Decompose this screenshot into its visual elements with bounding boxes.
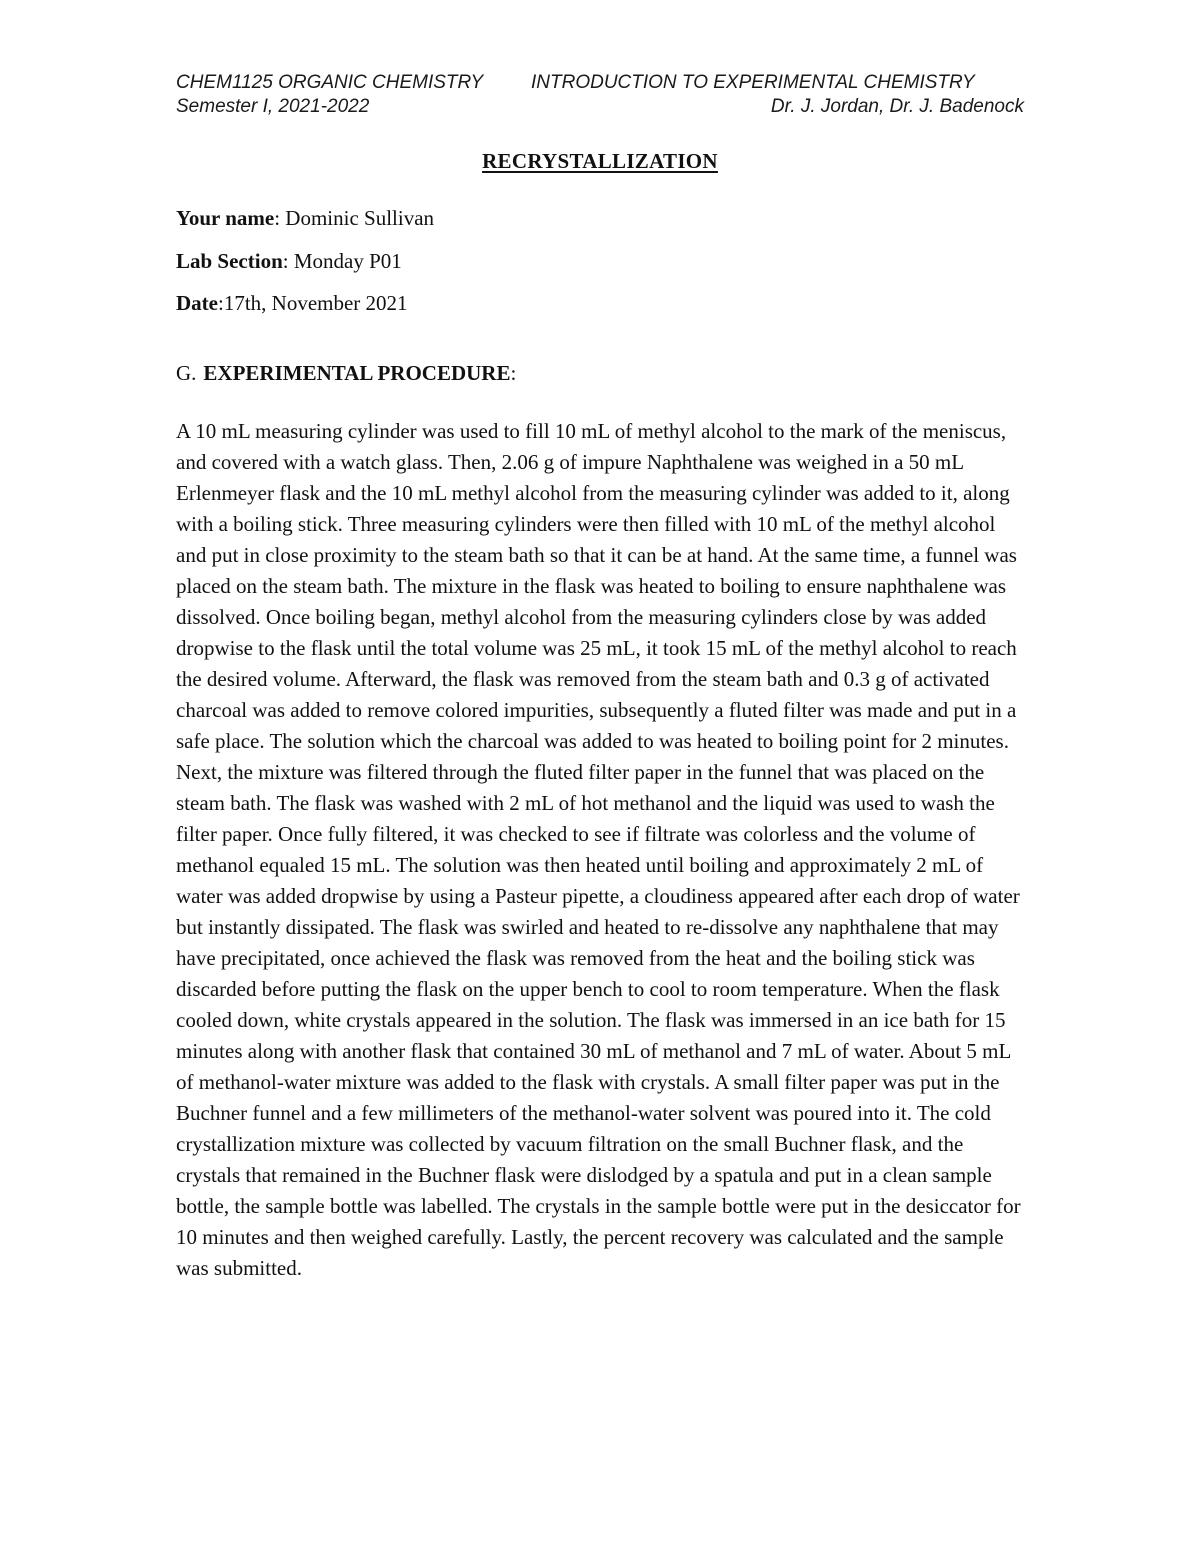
student-name-value: : Dominic Sullivan	[274, 206, 435, 230]
page-title-text: RECRYSTALLIZATION	[482, 149, 718, 173]
procedure-heading	[176, 360, 516, 386]
procedure-heading-text: EXPERIMENTAL PROCEDURE	[203, 361, 511, 385]
date-line	[176, 290, 408, 316]
lab-section-label: Lab Section	[176, 249, 283, 273]
student-name-line	[176, 205, 434, 231]
lab-section-value: : Monday P01	[282, 249, 402, 273]
lab-section-line	[176, 248, 402, 274]
procedure-heading-suffix: :	[510, 361, 517, 385]
page-title	[0, 148, 1200, 174]
date-label: Date	[176, 291, 218, 315]
procedure-number: G.	[176, 361, 197, 385]
header-semester: Semester I, 2021-2022	[176, 96, 370, 117]
header-instructors: Dr. J. Jordan, Dr. J. Badenock	[770, 96, 1024, 117]
date-value: :17th, November 2021	[217, 291, 408, 315]
student-name-label: Your name	[176, 206, 275, 230]
header-course: CHEM1125 ORGANIC CHEMISTRY	[176, 72, 484, 93]
procedure-paragraph: A 10 mL measuring cylinder was used to fill 10 mL of methyl alcohol to the mark of the meniscus, and covered with a watch glass. Then, 2.06 g of impure Naphthalene was weighed in a 50 mL Erlenmeyer flask and the 10 mL methyl alcohol from the measuring cylinder was added to it, along with a boiling stick. Three measuring cylinders were then filled with 10 mL of the methyl alcohol and put in close proximity to the steam bath so that it can be at hand. At the same time, a funnel was placed on the steam bath. The mixture in the flask was heated to boiling to ensure naphthalene was dissolved. Once boiling began, methyl alcohol from the measuring cylinders close by was added dropwise to the flask until the total volume was 25 mL, it took 15 mL of the methyl alcohol to reach the desired volume. Afterward, the flask was removed from the steam bath and 0.3 g of activated charcoal was added to remove colored impurities, subsequently a fluted filter was made and put in a safe place. The solution which the charcoal was added to was heated to boiling point for 2 minutes. Next, the mixture was filtered through the fluted filter paper in the funnel that was placed on the steam bath. The flask was washed with 2 mL of hot methanol and the liquid was used to wash the filter paper. Once fully filtered, it was checked to see if filtrate was colorless and the volume of methanol equaled 15 mL. The solution was then heated until boiling and approximately 2 mL of water was added dropwise by using a Pasteur pipette, a cloudiness appeared after each drop of water but instantly dissipated. The flask was swirled and heated to re-dissolve any naphthalene that may have precipitated, once achieved the flask was removed from the heat and the boiling stick was discarded before putting the flask on the upper bench to cool to room temperature. When the flask cooled down, white crystals appeared in the solution. The flask was immersed in an ice bath for 15 minutes along with another flask that contained 30 mL of methanol and 7 mL of water. About 5 mL of methanol-water mixture was added to the flask with crystals. A small filter paper was put in the Buchner funnel and a few millimeters of the methanol-water solvent was poured into it. The cold crystallization mixture was collected by vacuum filtration on the small Buchner flask, and the crystals that remained in the Buchner flask were dislodged by a spatula and put in a clean sample bottle, the sample bottle was labelled. The crystals in the sample bottle were put in the desiccator for 10 minutes and then weighed carefully. Lastly, the percent recovery was calculated and the sample was submitted.	[176, 419, 1021, 1280]
header-course-title: INTRODUCTION TO EXPERIMENTAL CHEMISTRY	[531, 72, 975, 93]
